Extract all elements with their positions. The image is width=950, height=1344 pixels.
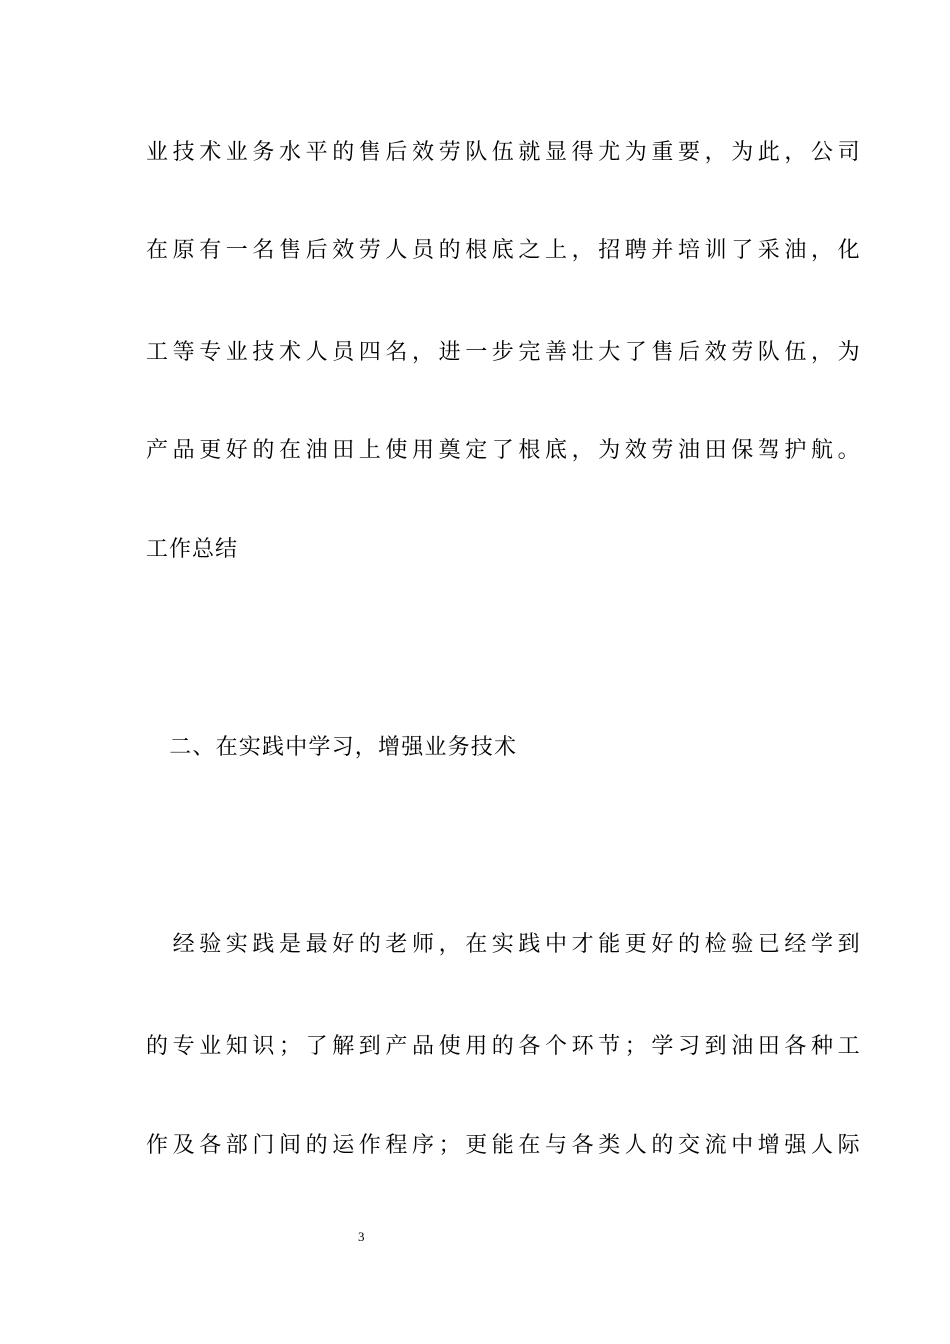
body-text-line: 产品更好的在油田上使用奠定了根底，为效劳油田保驾护航。 bbox=[146, 438, 865, 463]
body-text-line: 经验实践是最好的老师，在实践中才能更好的检验已经学到 bbox=[146, 932, 865, 957]
body-text-line: 工等专业技术人员四名，进一步完善壮大了售后效劳队伍，为 bbox=[146, 340, 865, 365]
label-text: 工作总结 bbox=[146, 537, 239, 562]
page-number: 3 bbox=[358, 1229, 365, 1244]
section-heading: 二、在实践中学习，增强业务技术 bbox=[146, 735, 518, 760]
body-text-line: 作及各部门间的运作程序；更能在与各类人的交流中增强人际 bbox=[146, 1133, 865, 1158]
body-text-line: 在原有一名售后效劳人员的根底之上，招聘并培训了采油，化 bbox=[146, 238, 865, 263]
body-text-line: 的专业知识；了解到产品使用的各个环节；学习到油田各种工 bbox=[146, 1034, 865, 1059]
body-text-line: 业技术业务水平的售后效劳队伍就显得尤为重要，为此，公司 bbox=[146, 140, 865, 165]
